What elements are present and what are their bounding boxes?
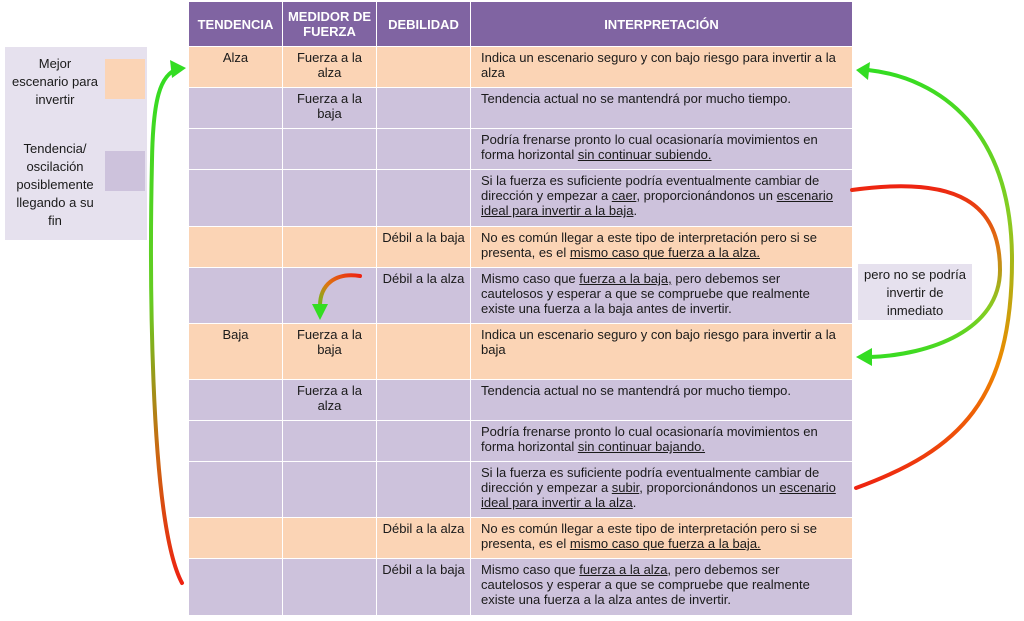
cell-interpretacion: Mismo caso que fuerza a la baja, pero debemos ser cautelosos y esperar a que se compruebe que realmente existe una fuerza a la baja antes de invertir. [471, 268, 853, 324]
cell-debilidad: Débil a la alza [377, 268, 471, 324]
cell-interpretacion: Si la fuerza es suficiente podría eventualmente cambiar de dirección y empezar a subir, proporcionándonos un escenario ideal para invertir a la alza. [471, 462, 853, 518]
cell-medidor [283, 170, 377, 227]
table-row [189, 518, 853, 559]
cell-tendencia [189, 462, 283, 518]
cell-debilidad [377, 421, 471, 462]
cell-interpretacion: Podría frenarse pronto lo cual ocasionaría movimientos en forma horizontal sin continuar subiendo. [471, 129, 853, 170]
cell-medidor: Fuerza a la baja [283, 324, 377, 380]
cell-debilidad [377, 47, 471, 88]
cell-tendencia [189, 518, 283, 559]
note-cannot-invest-immediately: pero no se podría invertir de inmediato [858, 264, 972, 320]
cell-interpretacion: Mismo caso que fuerza a la alza, pero debemos ser cautelosos y esperar a que se compruebe que realmente existe una fuerza a la alza antes de invertir. [471, 559, 853, 616]
table-row [189, 421, 853, 462]
legend [5, 47, 147, 240]
cell-medidor: Fuerza a la alza [283, 47, 377, 88]
cell-tendencia [189, 170, 283, 227]
cell-interpretacion: No es común llegar a este tipo de interpretación pero si se presenta, es el mismo caso que fuerza a la alza. [471, 227, 853, 268]
cell-interpretacion: Tendencia actual no se mantendrá por mucho tiempo. [471, 380, 853, 421]
cell-tendencia [189, 380, 283, 421]
table-row [189, 227, 853, 268]
cell-medidor: Fuerza a la baja [283, 88, 377, 129]
cell-interpretacion: Tendencia actual no se mantendrá por mucho tiempo. [471, 88, 853, 129]
cell-debilidad [377, 380, 471, 421]
cell-debilidad [377, 170, 471, 227]
cell-debilidad [377, 129, 471, 170]
table-row [189, 268, 853, 324]
cell-tendencia [189, 227, 283, 268]
header-interpretacion: INTERPRETACIÓN [471, 2, 853, 47]
cell-debilidad: Débil a la alza [377, 518, 471, 559]
legend-swatch-best-scenario [105, 59, 145, 99]
interpretation-table [188, 1, 853, 616]
table-row [189, 47, 853, 88]
header-medidor-fuerza: MEDIDOR DE FUERZA [283, 2, 377, 47]
cell-medidor [283, 518, 377, 559]
cell-tendencia [189, 88, 283, 129]
cell-debilidad: Débil a la baja [377, 227, 471, 268]
cell-medidor [283, 227, 377, 268]
cell-interpretacion: Podría frenarse pronto lo cual ocasionaría movimientos en forma horizontal sin continuar bajando. [471, 421, 853, 462]
cell-debilidad [377, 324, 471, 380]
cell-medidor [283, 268, 377, 324]
table-row [189, 462, 853, 518]
cell-debilidad [377, 462, 471, 518]
cell-medidor [283, 462, 377, 518]
cell-medidor [283, 421, 377, 462]
table-row [189, 559, 853, 616]
cell-tendencia: Baja [189, 324, 283, 380]
table-row [189, 129, 853, 170]
cell-tendencia [189, 268, 283, 324]
cell-medidor: Fuerza a la alza [283, 380, 377, 421]
cell-interpretacion: Indica un escenario seguro y con bajo riesgo para invertir a la baja [471, 324, 853, 380]
table-row [189, 170, 853, 227]
table-row [189, 380, 853, 421]
legend-label-best-scenario: Mejor escenario para invertir [12, 56, 98, 107]
header-tendencia: TENDENCIA [189, 2, 283, 47]
legend-label-trend-ending: Tendencia/ oscilación posiblemente llegando a su fin [16, 141, 94, 228]
table-header-row [189, 2, 853, 47]
cell-interpretacion: No es común llegar a este tipo de interpretación pero si se presenta, es el mismo caso que fuerza a la baja. [471, 518, 853, 559]
table-row [189, 88, 853, 129]
cell-interpretacion: Si la fuerza es suficiente podría eventualmente cambiar de dirección y empezar a caer, proporcionándonos un escenario ideal para invertir a la baja. [471, 170, 853, 227]
cell-tendencia [189, 421, 283, 462]
cell-tendencia [189, 559, 283, 616]
left-loop-arrow [151, 60, 186, 583]
cell-interpretacion: Indica un escenario seguro y con bajo riesgo para invertir a la alza [471, 47, 853, 88]
cell-tendencia [189, 129, 283, 170]
table-row [189, 324, 853, 380]
cell-medidor [283, 129, 377, 170]
legend-swatch-trend-ending [105, 151, 145, 191]
cell-medidor [283, 559, 377, 616]
cell-debilidad [377, 88, 471, 129]
cell-debilidad: Débil a la baja [377, 559, 471, 616]
header-debilidad: DEBILIDAD [377, 2, 471, 47]
cell-tendencia: Alza [189, 47, 283, 88]
